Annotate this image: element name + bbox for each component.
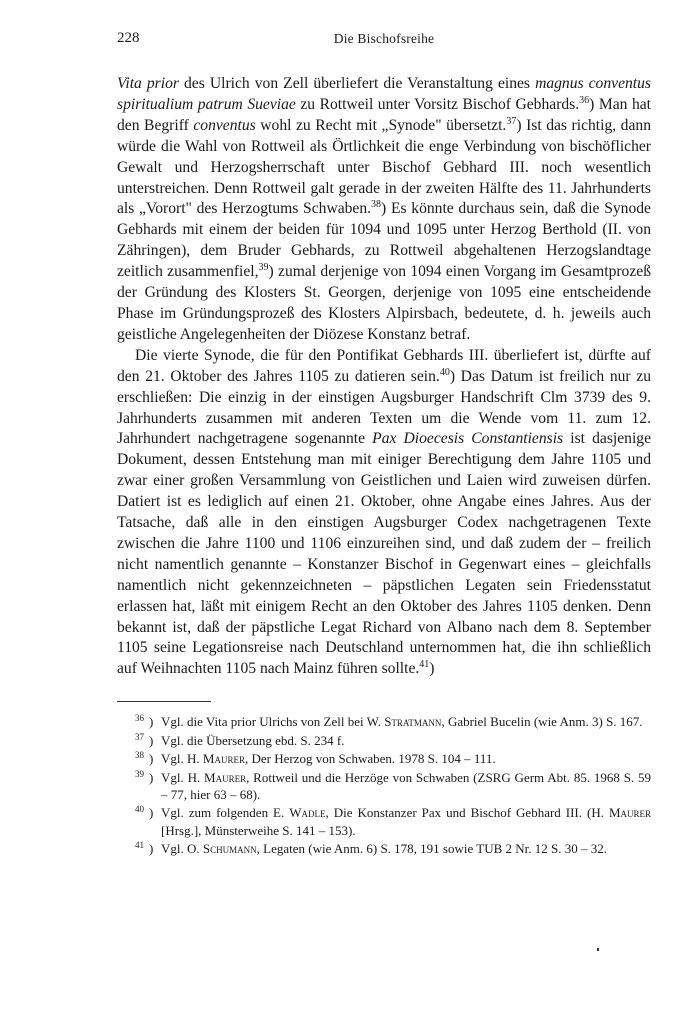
footnote-ref-37: 37 xyxy=(506,115,517,127)
footnote-number: 37 xyxy=(135,731,144,742)
running-title: Die Bischofsreihe xyxy=(333,31,435,46)
footnotes xyxy=(117,713,651,857)
author-name: Wadle xyxy=(289,805,326,821)
footnote-41: 41 ) Vgl. O. Schumann, Legaten (wie Anm. 6) S. 178, 191 sowie TUB 2 Nr. 12 S. 30 – 32. xyxy=(117,840,651,857)
footnote-36: 36 ) Vgl. die Vita prior Ulrichs von Zell bei W. Stratmann, Gabriel Bucelin (wie Anm. 3) S. 167. xyxy=(117,713,651,730)
text-run: des Ulrich von Zell überliefert die Veranstaltung eines xyxy=(178,75,536,92)
text-italic: magnus conventus spiritualium patrum Sueviae xyxy=(117,75,651,113)
footnote-ref-40: 40 xyxy=(439,366,450,378)
author-name: Schumann xyxy=(202,841,257,857)
text-run: ) xyxy=(429,660,435,678)
running-header xyxy=(117,30,651,52)
paragraph-2 xyxy=(117,346,651,681)
footnote-number: 36 xyxy=(135,713,144,724)
text-run: ) Es könnte durchaus sein, daß die Synode Gebhards mit einem der beiden für 1094 und 1095 unter Herzog Berthold (II. von Zähringen), dem Bruder Gebhards, zu Rottweil abgehaltenen Herzogslandtage zeitlich zusammenfiel, xyxy=(117,200,651,281)
author-name: Stratmann xyxy=(384,714,442,730)
author-name: Maurer xyxy=(608,805,651,821)
text-run: ) Man hat den Begriff xyxy=(117,95,652,134)
footnote-38: 38 ) Vgl. H. Maurer, Der Herzog von Schwaben. 1978 S. 104 – 111. xyxy=(117,750,651,767)
footnote-separator xyxy=(117,701,211,702)
author-name: Maurer xyxy=(202,751,245,767)
print-speck xyxy=(597,948,599,951)
text-run: ist dasjenige Dokument, dessen Entstehung man mit einiger Berechtigung dem Jahre 1105 und zwar einer großen Versammlung von Geistlichen und Laien wird zuweisen dürfen. Datiert ist es lediglich auf einen 21. Oktober, ohne Angabe eines Jahres. Aus der Tatsache, daß alle in den einstigen Augsburger Codex nachgetragenen Texte zwischen die Jahre 1100 und 1106 einzureihen sind, und daß zudem der – freilich nicht namentlich genannte – Konstanzer Bischof in Gegenwart eines – gleichfalls namentlich nicht gekennzeichneten – päpstlichen Legaten sein Friedensstatut erlassen hat, läßt mit einigem Recht an den Oktober des Jahres 1105 denken. Denn bekannt ist, daß der päpstliche Legat Richard von Albano nach dem 8. September 1105 seine Legationsreise nach Deutschland unternommen hat, die ihn schließlich auf Weihnachten 1105 nach Mainz führen sollte. xyxy=(117,430,651,678)
footnote-39: 39 ) Vgl. H. Maurer, Rottweil und die Herzöge von Schwaben (ZSRG Germ Abt. 85. 1968 S. 59 – 77, hier 63 – 68). xyxy=(117,769,651,804)
text-run: ) zumal derjenige von 1094 einen Vorgang im Gesamtprozeß der Gründung des Klosters St. Georgen, derjenige von 1095 eine entscheidende Phase im Gründungsprozeß des Klosters Alpirsbach, bedeutete, d. h. jeweils auch geistliche Angelegenheiten der Diözese Konstanz betraf. xyxy=(117,263,651,343)
footnote-ref-38: 38 xyxy=(371,199,382,211)
footnote-number: 41 xyxy=(135,840,144,851)
text-run: zu Rottweil unter Vorsitz Bischof Gebhards. xyxy=(295,95,580,113)
footnote-ref-36: 36 xyxy=(579,94,590,106)
footnote-37: 37 ) Vgl. die Übersetzung ebd. S. 234 f. xyxy=(117,732,651,749)
paragraph-1 xyxy=(117,74,651,346)
text-italic: conventus xyxy=(193,116,256,134)
footnote-ref-41: 41 xyxy=(419,659,430,671)
author-name: Maurer xyxy=(204,769,247,785)
text-italic: Pax Dioecesis Constantiensis xyxy=(372,430,564,448)
text-run: ) Das Datum ist freilich nur zu erschließen: Die einzig in der einstigen Augsburger Handschrift Clm 3739 des 9. Jahrhunderts zusammen mit anderen Texten um die Wende vom 11. zum 12. Jahrhundert nachgetragene sogenannte xyxy=(117,367,651,448)
text-run: Die vierte Synode, die für den Pontifikat Gebhards III. überliefert ist, dürfte auf den 21. Oktober des Jahres 1105 zu datieren sein. xyxy=(117,346,651,385)
text-run: ) Ist das richtig, dann würde die Wahl von Rottweil als Örtlichkeit die enge Verbindung von bischöflicher Gewalt und Herzogsherrschaft unter Bischof Gebhard III. noch wesentlich unterstreichen. Denn Rottweil galt gerade in der zweiten Hälfte des 11. Jahrhunderts als „Vorort" des Herzogtums Schwaben. xyxy=(117,116,651,218)
footnote-40: 40 ) Vgl. zum folgenden E. Wadle, Die Konstanzer Pax und Bischof Gebhard III. (H. Maurer [Hrsg.], Münsterweihe S. 141 – 153). xyxy=(117,804,651,839)
page xyxy=(117,30,651,859)
footnote-number: 39 xyxy=(135,768,144,779)
text-italic: Vita prior xyxy=(117,75,179,92)
footnote-number: 38 xyxy=(135,750,144,761)
footnote-number: 40 xyxy=(135,804,144,815)
page-number: 228 xyxy=(117,30,140,46)
body-text xyxy=(117,74,651,680)
footnote-ref-39: 39 xyxy=(258,262,269,274)
text-run: wohl zu Recht mit „Synode" übersetzt. xyxy=(255,116,507,134)
